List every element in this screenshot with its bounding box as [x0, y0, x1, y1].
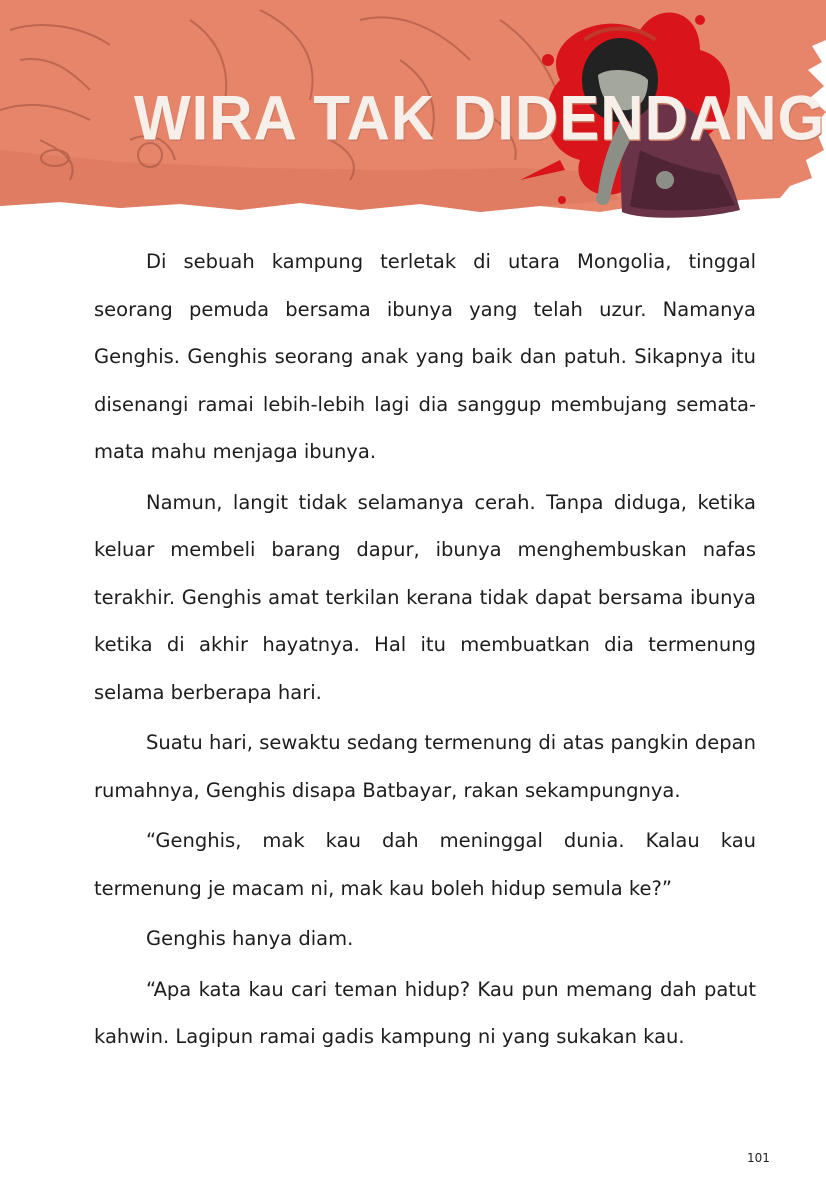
story-text	[94, 238, 756, 1064]
page-number: 101	[747, 1151, 770, 1165]
paragraph: Genghis hanya diam.	[146, 927, 354, 950]
chapter-title: WIRA TAK DIDENDANG	[134, 83, 826, 154]
chapter-header-banner	[0, 0, 826, 240]
paragraph: Di sebuah kampung terletak di utara Mongolia, tinggal seorang pemuda bersama ibunya yang telah uzur. Namanya Genghis. Genghis seorang anak yang baik dan patuh. Sikapnya itu disenangi ramai lebih-lebih lagi dia sanggup membujang semata-mata mahu menjaga ibunya.	[94, 250, 756, 463]
paragraph: “Apa kata kau cari teman hidup? Kau pun memang dah patut kahwin. Lagipun ramai gadis kampung ni yang sukakan kau.	[94, 977, 756, 1048]
paragraph: Namun, langit tidak selamanya cerah. Tanpa diduga, ketika keluar membeli barang dapur, ibunya menghembuskan nafas terakhir. Genghis amat terkilan kerana tidak dapat bersama ibunya ketika di akhir hayatnya. Hal itu membuatkan dia termenung selama berberapa hari.	[94, 490, 756, 704]
paragraph: “Genghis, mak kau dah meninggal dunia. Kalau kau termenung je macam ni, mak kau boleh hidup semula ke?”	[94, 829, 756, 900]
paragraph: Suatu hari, sewaktu sedang termenung di atas pangkin depan rumahnya, Genghis disapa Batbayar, rakan sekampungnya.	[94, 731, 756, 802]
